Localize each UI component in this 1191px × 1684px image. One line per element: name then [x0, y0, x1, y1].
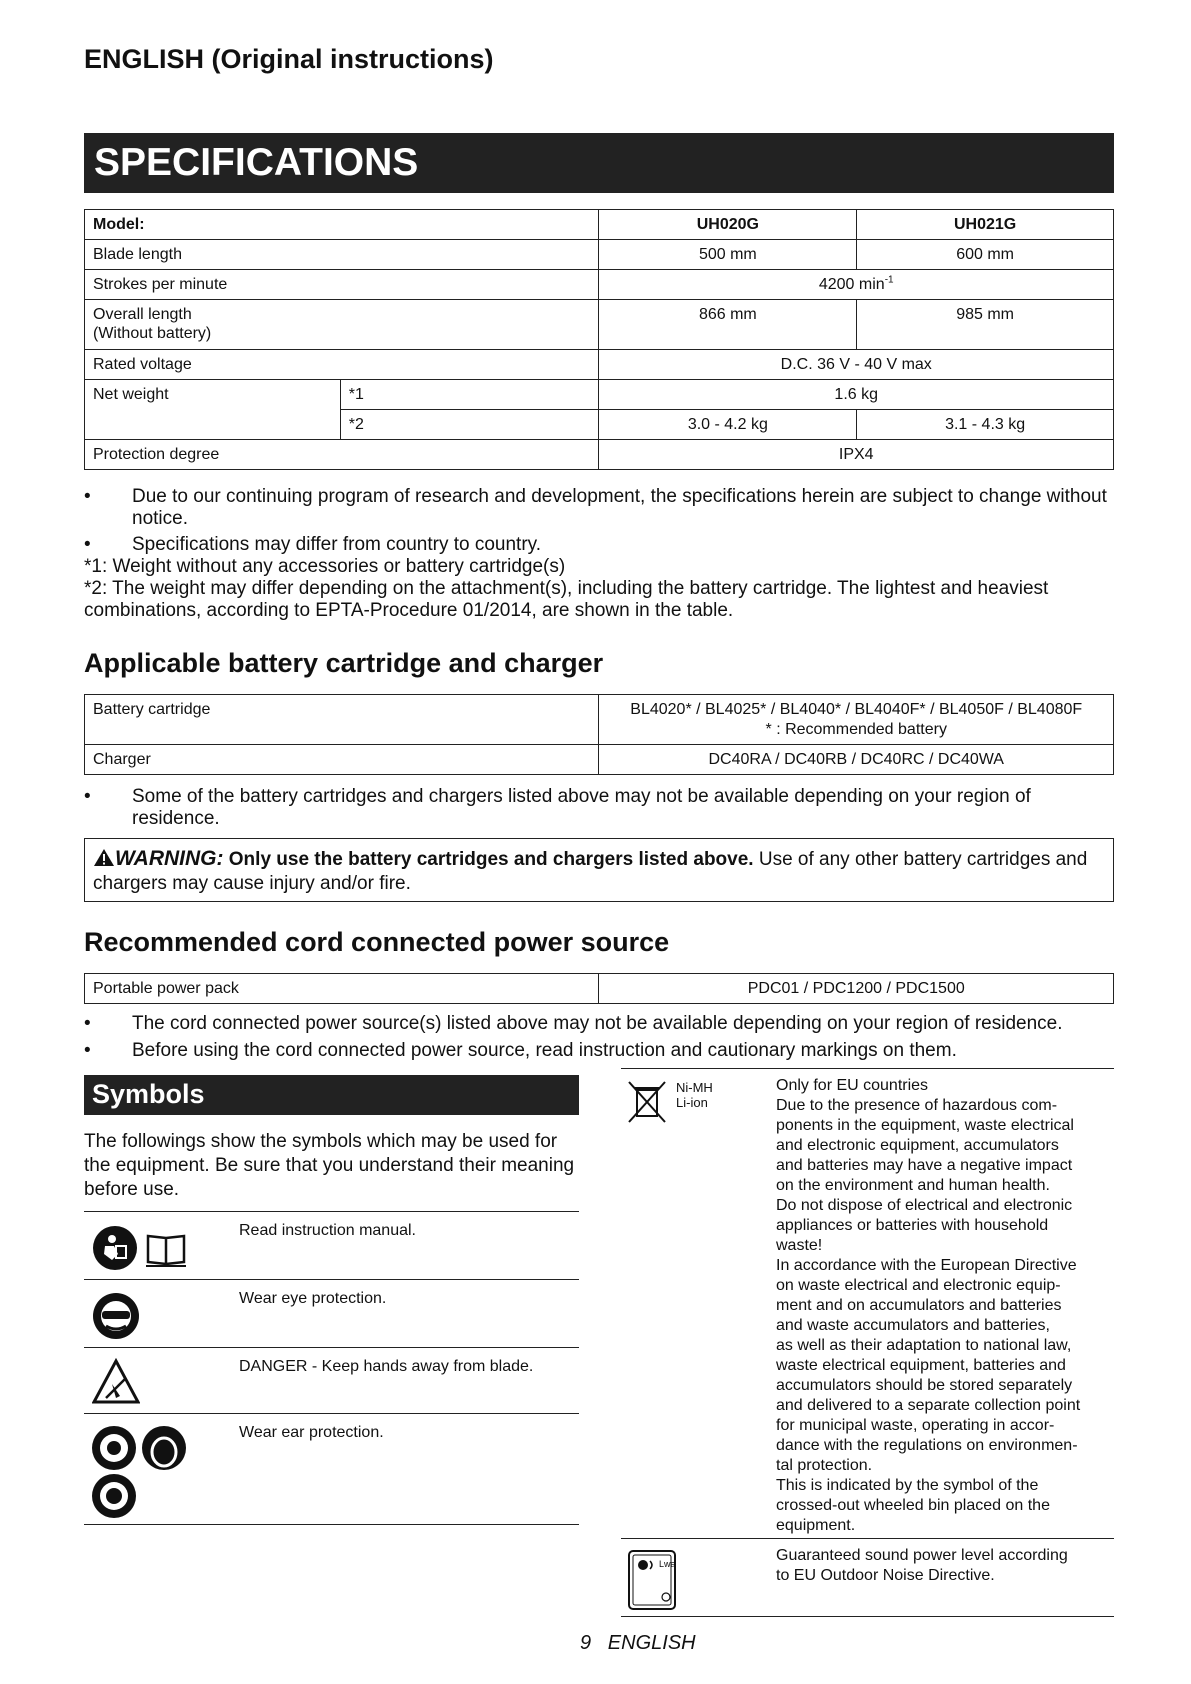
weee-text: Only for EU countries Due to the presence of hazardous com- ponents in the equipment, waste electrical and electronic equipment, accumulators and batteries may have a negative impact on the environment and human health. Do not dispose of electrical and electronic appliances or batteries with household waste! In accordance with the European Directive on waste electrical and electronic equip- ment and on accumulators and batteries and waste accumulators and batteries, as well as their adaptation to national law, waste electrical equipment, batteries and accumulators should be stored separately and delivered to a separate collection point for municipal waste, operating in accor- dance with the regulations on environmen- tal protection. This is indicated by the symbol of the crossed-out wheeled bin placed on the equipment.	[776, 1077, 1081, 1534]
spec-note-bullet-1: Due to our continuing program of research and development, the specifications herein are subject to change without notice.	[132, 486, 1107, 529]
net-weight-label: Net weight	[85, 380, 341, 440]
table-row	[85, 210, 1114, 240]
blade-length-uh021g: 600 mm	[857, 240, 1114, 270]
footer-language: ENGLISH	[607, 1632, 696, 1654]
eye-protection-icon	[92, 1292, 140, 1340]
list-item: • Due to our continuing program of research and development, the specifications herein are subject to change without notice.	[84, 486, 1114, 530]
battery-heading: Applicable battery cartridge and charger	[84, 648, 604, 678]
net-weight-mark-2: *2	[340, 410, 599, 440]
battery-cartridge-note: * : Recommended battery	[765, 721, 947, 738]
table-row	[85, 380, 1114, 410]
battery-table	[84, 694, 1114, 775]
table-row	[85, 240, 1114, 270]
table-row	[85, 745, 1114, 775]
battery-type-nimh: Ni-MH	[676, 1080, 713, 1095]
ear-protection-icon	[92, 1424, 192, 1520]
footnote-2: *2: The weight may differ depending on the attachment(s), including the battery cartridge. The lightest and heaviest combinations, according to EPTA-Procedure 01/2014, are shown in the table.	[84, 578, 1049, 621]
net-weight-uh020g: 3.0 - 4.2 kg	[599, 410, 857, 440]
symbol-ear-protection-text: Wear ear protection.	[239, 1424, 384, 1441]
symbols-title: Symbols	[84, 1075, 579, 1115]
portable-power-pack-value: PDC01 / PDC1200 / PDC1500	[599, 974, 1114, 1004]
list-item: • Specifications may differ from country to country.	[84, 534, 542, 555]
table-row	[85, 270, 1114, 300]
weee-divider	[621, 1068, 1114, 1069]
symbol-row-ear-protection	[84, 1413, 579, 1525]
warning-label: WARNING:	[115, 847, 224, 870]
strokes-label: Strokes per minute	[85, 270, 599, 300]
cord-note-bullet-2: Before using the cord connected power source, read instruction and cautionary markings on them.	[132, 1040, 957, 1061]
net-weight-uh021g: 3.1 - 4.3 kg	[857, 410, 1114, 440]
battery-cartridge-label: Battery cartridge	[85, 695, 599, 745]
overall-length-sublabel: (Without battery)	[93, 325, 212, 342]
warning-triangle-icon	[93, 848, 115, 867]
cord-note-bullet-1: The cord connected power source(s) listed above may not be available depending on your region of residence.	[132, 1013, 1063, 1034]
cord-heading: Recommended cord connected power source	[84, 927, 670, 957]
symbol-read-manual-text: Read instruction manual.	[239, 1222, 416, 1239]
symbol-row-danger	[84, 1347, 579, 1414]
battery-cartridge-cell	[599, 695, 1114, 745]
sound-icon-label: Lwa	[659, 1559, 676, 1569]
net-weight-mark-1: *1	[340, 380, 599, 410]
model-label: Model:	[85, 210, 599, 240]
symbol-row-read-manual	[84, 1211, 579, 1280]
list-item: • The cord connected power source(s) listed above may not be available depending on your region of residence.	[84, 1013, 1063, 1034]
warning-box	[84, 838, 1114, 902]
symbol-danger-text: DANGER - Keep hands away from blade.	[239, 1358, 534, 1375]
charger-label: Charger	[85, 745, 599, 775]
symbol-eye-protection-text: Wear eye protection.	[239, 1290, 387, 1307]
battery-note-bullet: Some of the battery cartridges and chargers listed above may not be available depending on your region of residence.	[132, 786, 1031, 829]
battery-type-liion: Li-ion	[676, 1095, 708, 1110]
cord-notes	[84, 1013, 1124, 1062]
sound-text: Guaranteed sound power level according to EU Outdoor Noise Directive.	[776, 1547, 1068, 1584]
blade-length-label: Blade length	[85, 240, 599, 270]
protection-label: Protection degree	[85, 440, 599, 470]
read-manual-icon	[92, 1224, 202, 1272]
overall-length-uh020g: 866 mm	[599, 300, 857, 350]
warning-text: Use of any other battery cartridges and chargers may cause injury and/or fire.	[93, 849, 1088, 894]
battery-notes	[84, 786, 1114, 830]
table-row	[85, 974, 1114, 1004]
danger-blade-icon	[92, 1358, 140, 1406]
blade-length-uh020g: 500 mm	[599, 240, 857, 270]
protection-value: IPX4	[599, 440, 1114, 470]
sound-divider	[621, 1538, 1114, 1539]
symbol-row-eye-protection	[84, 1279, 579, 1348]
spec-notes	[84, 486, 1114, 622]
battery-cartridge-value: BL4020* / BL4025* / BL4040* / BL4040F* / BL4050F / BL4080F	[630, 701, 1083, 718]
spec-note-bullet-2: Specifications may differ from country to country.	[132, 534, 542, 555]
warning-bold-text: Only use the battery cartridges and chargers listed above.	[228, 849, 754, 870]
model-uh021g: UH021G	[857, 210, 1114, 240]
list-item: • Some of the battery cartridges and chargers listed above may not be available depending on your region of residence.	[84, 786, 1114, 830]
table-row	[85, 695, 1114, 745]
language-heading: ENGLISH (Original instructions)	[84, 44, 494, 74]
sound-bottom-divider	[621, 1616, 1114, 1617]
page-footer	[580, 1632, 696, 1655]
table-row	[85, 350, 1114, 380]
strokes-number: 4200 min	[818, 276, 885, 293]
symbols-intro: The followings show the symbols which may be used for the equipment. Be sure that you understand their meaning before use.	[84, 1131, 575, 1200]
table-row	[85, 440, 1114, 470]
portable-power-pack-label: Portable power pack	[85, 974, 599, 1004]
weee-battery-types	[676, 1080, 713, 1110]
page-number: 9	[580, 1632, 592, 1654]
specifications-table	[84, 209, 1114, 470]
strokes-value	[599, 270, 1114, 300]
overall-length-label: Overall length	[93, 306, 192, 323]
overall-length-cell	[85, 300, 599, 350]
specifications-title: SPECIFICATIONS	[84, 133, 1114, 193]
cord-table	[84, 973, 1114, 1004]
strokes-exponent: -1	[884, 274, 894, 286]
list-item: • Before using the cord connected power source, read instruction and cautionary markings on them.	[84, 1040, 957, 1061]
net-weight-value-1: 1.6 kg	[599, 380, 1114, 410]
footnote-1: *1: Weight without any accessories or battery cartridge(s)	[84, 556, 566, 577]
weee-bin-icon	[627, 1080, 667, 1124]
model-uh020g: UH020G	[599, 210, 857, 240]
charger-value: DC40RA / DC40RB / DC40RC / DC40WA	[599, 745, 1114, 775]
table-row	[85, 300, 1114, 350]
overall-length-uh021g: 985 mm	[857, 300, 1114, 350]
rated-voltage-label: Rated voltage	[85, 350, 599, 380]
rated-voltage-value: D.C. 36 V - 40 V max	[599, 350, 1114, 380]
